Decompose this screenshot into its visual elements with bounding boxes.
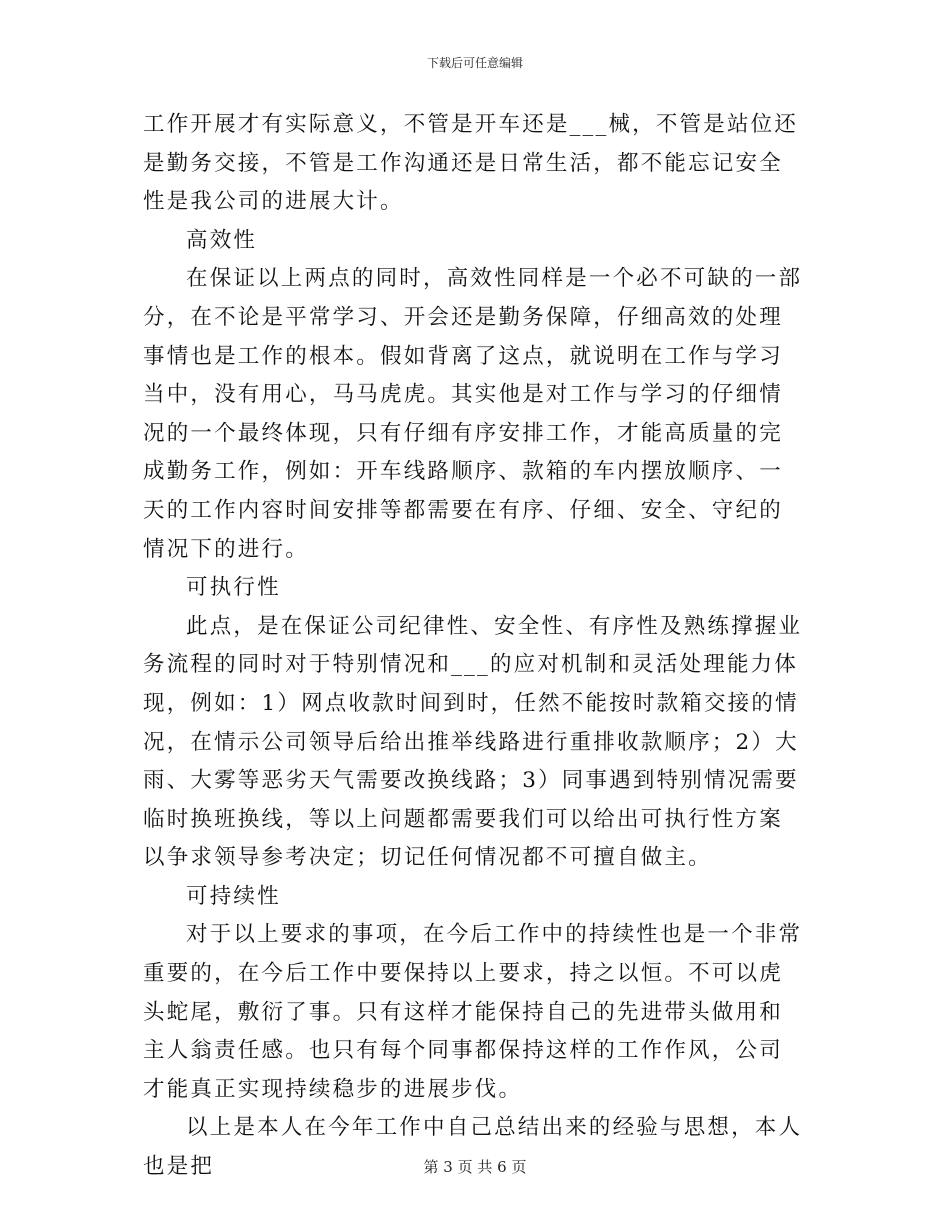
document-body	[143, 106, 803, 1187]
paragraph-sustainability: 对于以上要求的事项，在今后工作中的持续性也是一个非常重要的，在今后工作中要保持以上要求，持之以恒。不可以虎头蛇尾，敷衍了事。只有这样才能保持自己的先进带头做用和主人翁责任感。也只有每个同事都保持这样的工作作风，公司才能真正实现持续稳步的进展步伐。	[143, 922, 803, 1102]
page-number-footer: 第 3 页 共 6 页	[423, 1158, 527, 1176]
paragraph-executability: 此点，是在保证公司纪律性、安全性、有序性及熟练撑握业务流程的同时对于特别情况和___的应对机制和灵活处理能力体现，例如：1）网点收款时间到时，任然不能按时款箱交接的情况，在情示公司领导后给出推举线路进行重排收款顺序；2）大雨、大雾等恶劣天气需要改换线路；3）同事遇到特别情况需要临时换班换线，等以上问题都需要我们可以给出可执行性方案以争求领导参考决定；切记任何情况都不可擅自做主。	[143, 613, 803, 871]
page-header: 下载后可任意编辑	[426, 56, 523, 70]
section-heading-sustainability: 可持续性	[186, 883, 281, 909]
section-heading-efficiency: 高效性	[186, 227, 258, 253]
section-heading-executability: 可执行性	[186, 575, 281, 601]
paragraph-efficiency: 在保证以上两点的同时，高效性同样是一个必不可缺的一部分，在不论是平常学习、开会还是勤务保障，仔细高效的处理事情也是工作的根本。假如背离了这点，就说明在工作与学习当中，没有用心，马马虎虎。其实他是对工作与学习的仔细情况的一个最终体现，只有仔细有序安排工作，才能高质量的完成勤务工作，例如：开车线路顺序、款箱的车内摆放顺序、一天的工作内容时间安排等都需要在有序、仔细、安全、守纪的情况下的进行。	[143, 266, 803, 562]
paragraph-closing: 以上是本人在今年工作中自己总结出来的经验与思想，本人也是把	[143, 1115, 803, 1180]
paragraph-safety-continued: 工作开展才有实际意义，不管是开车还是___械，不管是站位还是勤务交接，不管是工作沟通还是日常生活，都不能忘记安全性是我公司的进展大计。	[143, 112, 799, 215]
